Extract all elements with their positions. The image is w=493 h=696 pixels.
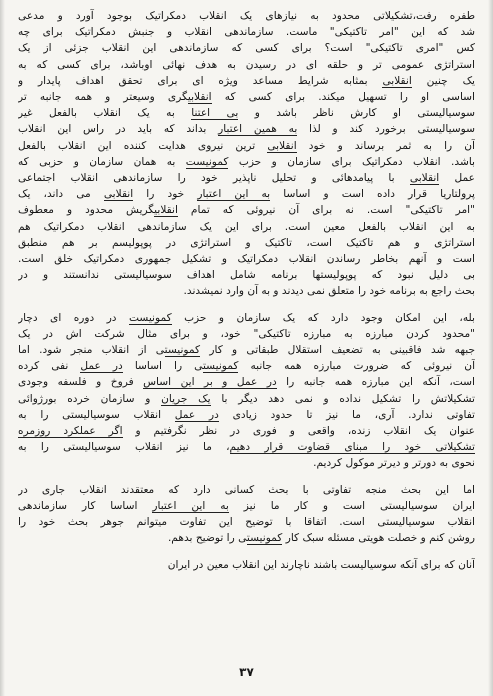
underlined-phrase: کمونیست [202, 360, 239, 373]
text-line: انقلاب سوسیالیستی است. اتفاقا با توضیح این تفاوت میتوانم جوهر بحث خود را [18, 516, 475, 529]
text-line: "امر تاکتیکی" است. نه برای آن نیروئی که تمام انقلابیگریش محدود و معطوف [18, 204, 475, 217]
underlined-phrase: انقلابی [409, 172, 440, 185]
underlined-phrase: انقلابی [187, 91, 212, 104]
text-line: ایران سوسیالیستی است و کار ما نیز به این اعتبار اساسا کار سازماندهی [18, 499, 475, 512]
text-line: روشن کنم و خصلت هویتی مسئله سبک کار کمونیستی را توضیح بدهم. [167, 532, 475, 545]
text-line: یک چنین انقلابی بمثابه شرایط مساعد ویژه ای برای تحقق اهداف پایدار و [18, 74, 475, 87]
text-line: "محدود کردن مبارزه به مبارزه تاکتیکی" خود، و برای مثال شرکت اش در یک [18, 327, 475, 340]
underlined-phrase: در عمل [174, 408, 219, 421]
paragraph [18, 310, 475, 472]
underlined-phrase: تشکیلاتی خود را مبنای قضاوت قرار دهیم [229, 441, 475, 454]
text-line: کس "امری تاکتیکی" است؟ برای کسی که سازماندهی این انقلاب جزئی از یک [18, 42, 475, 55]
right-scan-shadow [488, 0, 493, 696]
text-line: نحوی به دورتر و دیرتر موکول کردیم. [313, 457, 475, 470]
underlined-phrase: این اعتبار [197, 188, 249, 201]
underlined-phrase: به این اعتبار [152, 499, 229, 512]
text-line: طفره رفت،تشکیلاتی محدود به نیازهای یک انقلاب دمکراتیک بوجود آورد و مدعی [18, 10, 475, 22]
underlined-phrase: در عمل و بر این اساس [143, 376, 277, 389]
underlined-phrase: در عمل [80, 360, 123, 373]
underlined-phrase: کمونیست [185, 155, 229, 168]
underlined-phrase: انقلابی [154, 204, 178, 217]
paragraph [18, 8, 475, 300]
paragraph [18, 482, 475, 547]
text-line: عمل انقلابی با پیامدهائی و تحلیل ناپذیر خود را سازماندهی انقلاب اجتماعی [18, 172, 475, 185]
text-line: شد که این "امر تاکتیکی" ماست. سازماندهی انقلاب و جنبش دمکراتیک برای چه [18, 26, 475, 39]
text-line: بی دلیل نبود که پوپولیستها برنامه شامل اهداف سوسیالیستی ندانستند و در [18, 269, 475, 282]
underlined-phrase: کمونیست [164, 344, 201, 357]
underlined-phrase: انقلابی [382, 74, 412, 87]
text-line: عنوان یک انقلاب زنده، واقعی و فوری در نظر نگرفتیم و اگر عملکرد روزمره [18, 425, 475, 438]
underlined-phrase: این اعتبار [152, 499, 206, 512]
underlined-phrase: در عمل [236, 376, 277, 389]
text-line: آنان که برای آنکه سوسیالیست باشند ناچارند این انقلاب معین در ایران [167, 558, 475, 571]
text-line: سوسیالیستی برخورد کند و لذا به همین اعتبار بداند که باید در راس این انقلاب [18, 123, 475, 136]
underlined-phrase: انقلابی [103, 188, 134, 201]
underlined-phrase: بی اعتنا [191, 107, 239, 120]
paragraph [18, 557, 475, 573]
text-line: تفاوتی ندارد. آری، ما نیز تا حدود زیادی در عمل انقلاب سوسیالیستی را به [18, 408, 475, 421]
text-line: بحث راجع به برنامه خود را متعلق نمی دیدند و به آن وارد نمیشدند. [183, 285, 475, 298]
text-line: تشکیلاتش را تشکیل نداده و نمی دهد دیگر با یک جریان و سازمان خرده بورژوائی [18, 392, 475, 405]
underlined-phrase: به این اعتبار [197, 188, 271, 201]
underlined-phrase: اگر عملکرد روزمره [18, 425, 123, 438]
text-line: استراتژی و هم تاکتیک است، تاکتیک و استراتژی در پوپولیسم بر هم منطبق [18, 236, 475, 249]
text-line: به این انقلاب بالفعل معین است. برای این یک سازماندهی انقلاب دمکراتیک هم [18, 220, 475, 233]
underlined-phrase: کمونیست [246, 532, 283, 545]
text-line: اساسی او را تسهیل میکند. برای کسی که انقلابیگری وسیعتر و همه جانبه تر [18, 91, 475, 104]
page-number: ۳۷ [239, 665, 254, 679]
text-line: باشد. انقلاب دمکراتیک برای سازمان و حزب کمونیست به همان سازمان و حزبی که [18, 155, 475, 168]
left-scan-shadow [0, 0, 5, 696]
text-line: اما این بحث منجه تفاوتی با بحث کسانی دارد که معتقدند انقلاب جاری در [18, 483, 475, 496]
page-text-body [18, 8, 475, 573]
text-line: جبهه شد فاقبینی به تضعیف استقلال طبقاتی و کار کمونیستی از انقلاب منجر شود. اما [18, 344, 475, 357]
text-line: آن را به ثمر برساند و خود انقلابی ترین نیروی هدایت کننده این انقلاب بالفعل [18, 139, 475, 152]
underlined-phrase: یک جریان [161, 392, 211, 405]
text-line: است، آنکه این مبارزه همه جانبه را در عمل و بر این اساس فروخ و فلسفه وجودی [18, 376, 475, 389]
text-line: آن نیروئی که ضرورت مبارزه همه جانبه کمونیستی را اساسا در عمل نفی کرده [18, 360, 475, 373]
text-line: استراتژی عمومی تر و حلقه ای در رسیدن به هدف نهائی اوباشد، برای کسی که به [18, 58, 475, 71]
text-line: تشکیلاتی خود را مبنای قضاوت قرار دهیم، ما نیز انقلاب سوسیالیستی را به [18, 441, 475, 454]
text-line: پرولتاریا قرار داده است و اساسا به این اعتبار خود را انقلابی می داند، یک [18, 188, 475, 201]
underlined-phrase: به همین اعتبار [218, 123, 298, 136]
underlined-phrase: انقلابی [267, 139, 297, 152]
text-line: است و آنهم بخاطر رساندن انقلاب دمکراتیک و تشکیل جمهوری دمکراتیک خلق است. [18, 253, 475, 266]
underlined-phrase: کمونیست [128, 311, 172, 324]
text-line: سوسیالیستی او کارش ناظر باشد و بی اعتنا به یک انقلاب بالفعل غیر [18, 107, 475, 120]
text-line: بله، این امکان وجود دارد که یک سازمان و حزب کمونیست در دوره ای دچار [18, 311, 475, 324]
